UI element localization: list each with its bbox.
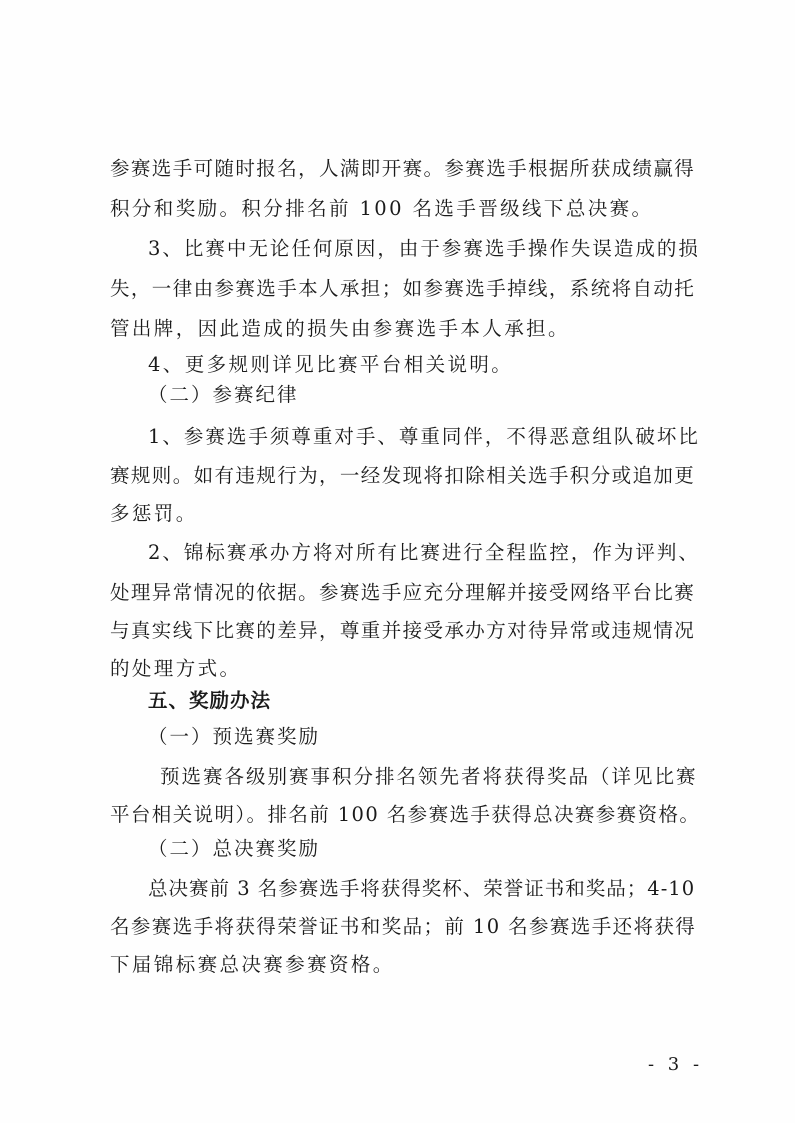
section-subheading: （二）参赛纪律 bbox=[148, 383, 299, 406]
paragraph-line: 下届锦标赛总决赛参赛资格。 bbox=[110, 953, 395, 976]
paragraph-line: 多惩罚。 bbox=[110, 502, 198, 525]
section-subheading: （一）预选赛奖励 bbox=[148, 725, 321, 748]
paragraph-line: 的处理方式。 bbox=[110, 657, 242, 680]
paragraph-line: 积分和奖励。积分排名前 100 名选手晋级线下总决赛。 bbox=[110, 197, 654, 220]
paragraph-line: 总决赛前 3 名参赛选手将获得奖杯、荣誉证书和奖品；4-10 bbox=[148, 877, 696, 900]
page-number: - 3 - bbox=[648, 1054, 704, 1075]
paragraph-line: 1、参赛选手须尊重对手、尊重同伴，不得恶意组队破坏比 bbox=[148, 425, 700, 448]
paragraph-line: 与真实线下比赛的差异，尊重并接受承办方对待异常或违规情况 bbox=[110, 619, 696, 642]
paragraph-line: 赛规则。如有违规行为，一经发现将扣除相关选手积分或追加更 bbox=[110, 464, 696, 487]
paragraph-line: 3、比赛中无论任何原因，由于参赛选手操作失误造成的损 bbox=[148, 237, 700, 260]
paragraph-line: 管出牌，因此造成的损失由参赛选手本人承担。 bbox=[110, 317, 570, 340]
paragraph-line: 参赛选手可随时报名，人满即开赛。参赛选手根据所获成绩赢得 bbox=[110, 157, 696, 180]
section-subheading: （二）总决赛奖励 bbox=[148, 837, 321, 860]
paragraph-line: 名参赛选手将获得荣誉证书和奖品；前 10 名参赛选手还将获得 bbox=[110, 915, 697, 938]
paragraph-line: 平台相关说明）。排名前 100 名参赛选手获得总决赛参赛资格。 bbox=[110, 803, 701, 826]
paragraph-line: 失，一律由参赛选手本人承担；如参赛选手掉线，系统将自动托 bbox=[110, 277, 696, 300]
paragraph-line: 处理异常情况的依据。参赛选手应充分理解并接受网络平台比赛 bbox=[110, 581, 696, 604]
section-heading: 五、奖励办法 bbox=[148, 689, 272, 712]
paragraph-line: 4、更多规则详见比赛平台相关说明。 bbox=[148, 353, 514, 376]
paragraph-line: 2、锦标赛承办方将对所有比赛进行全程监控，作为评判、 bbox=[148, 541, 700, 564]
paragraph-line: 预选赛各级别赛事积分排名领先者将获得奖品（详见比赛 bbox=[160, 765, 698, 788]
